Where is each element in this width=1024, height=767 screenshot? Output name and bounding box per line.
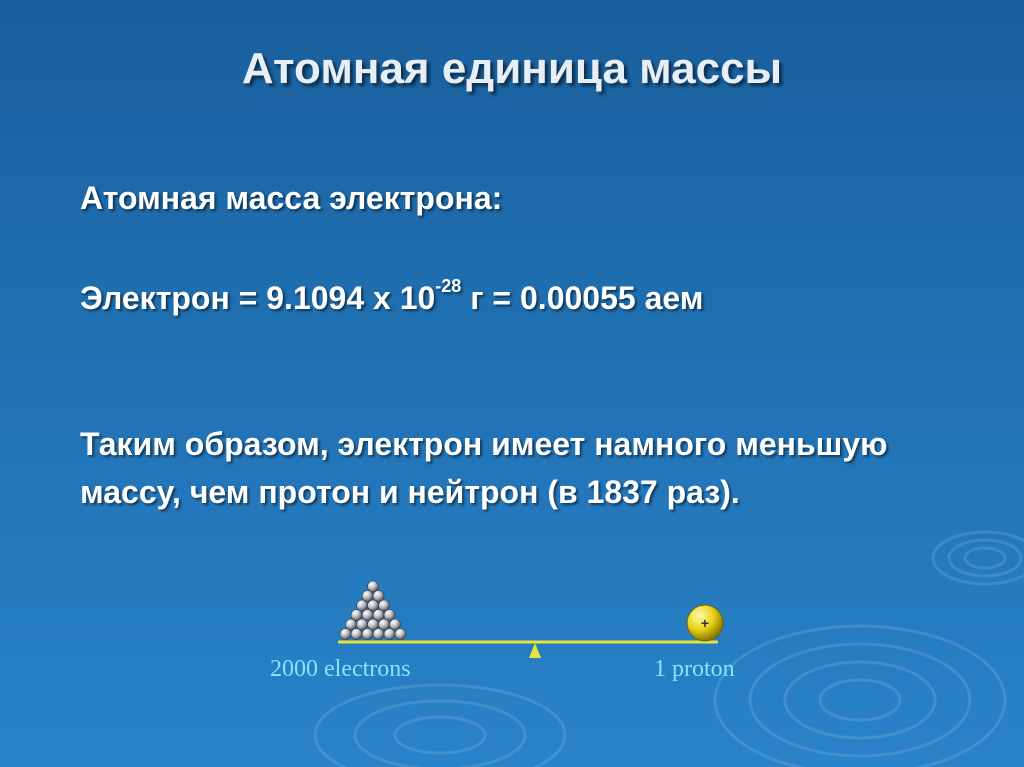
subtitle: Атомная масса электрона: bbox=[80, 180, 503, 216]
electron-ball bbox=[368, 619, 379, 630]
electron-ball bbox=[362, 610, 373, 621]
electron-ball bbox=[357, 600, 368, 611]
electron-ball bbox=[351, 629, 362, 640]
balance-fulcrum bbox=[529, 643, 541, 658]
electron-ball bbox=[384, 610, 395, 621]
formula-prefix: Электрон = 9.1094 х 10 bbox=[80, 280, 436, 316]
electron-ball bbox=[351, 610, 362, 621]
formula bbox=[80, 276, 704, 317]
slide-title: Атомная единица массы bbox=[241, 44, 783, 93]
electron-ball bbox=[384, 629, 395, 640]
proton-label: 1 proton bbox=[654, 656, 735, 682]
electron-ball bbox=[395, 629, 406, 640]
electron-ball bbox=[379, 619, 390, 630]
electron-ball bbox=[390, 619, 401, 630]
electron-pile-icon bbox=[340, 581, 406, 640]
conclusion-text: Таким образом, электрон имеет намного меньшую массу, чем протон и нейтрон (в 1837 раз). bbox=[80, 426, 888, 510]
formula-suffix: г = 0.00055 аем bbox=[461, 280, 704, 316]
formula-exponent: -28 bbox=[435, 276, 462, 296]
electron-ball bbox=[362, 591, 373, 602]
electron-ball bbox=[373, 629, 384, 640]
electron-ball bbox=[340, 629, 351, 640]
electron-ball bbox=[368, 581, 379, 592]
electron-ball bbox=[357, 619, 368, 630]
electrons-label: 2000 electrons bbox=[270, 656, 411, 682]
electron-ball bbox=[373, 610, 384, 621]
electron-ball bbox=[346, 619, 357, 630]
electron-ball bbox=[362, 629, 373, 640]
electron-ball bbox=[368, 600, 379, 611]
proton-sign: + bbox=[700, 615, 710, 631]
electron-ball bbox=[373, 591, 384, 602]
electron-ball bbox=[379, 600, 390, 611]
